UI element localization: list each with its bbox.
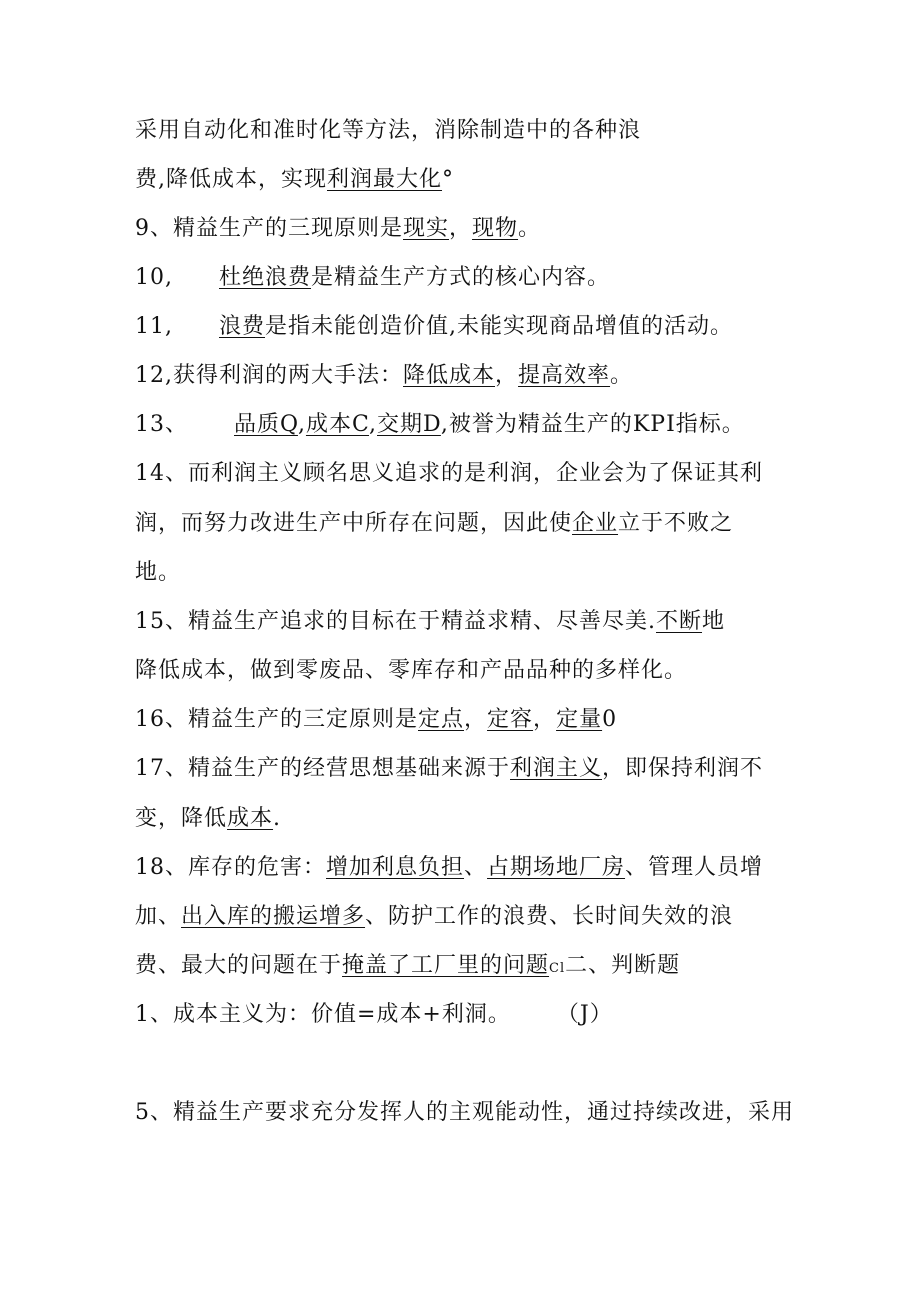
text-line-4 [135,263,610,293]
text-segment: 0 [602,707,618,732]
underlined-answer: 利润最大化 [327,167,443,192]
underlined-answer: 成本 [227,806,274,831]
text-line-8 [135,459,763,489]
text-segment: 费,降低成本，实现 [135,167,327,192]
text-line-20 [135,1098,794,1128]
text-segment: 地。 [135,560,182,585]
text-line-6 [135,361,633,391]
text-segment: （J） [556,1002,613,1027]
underlined-answer: 不断 [656,609,703,634]
text-segment: 、管理人员增 [625,855,764,880]
text-line-19 [135,1000,613,1030]
text-line-16 [135,853,763,883]
text-line-5 [135,312,733,342]
text-segment: ， [449,216,473,241]
text-segment: 17、精益生产的经营思想基础来源于 [135,756,510,781]
text-segment: 12,获得利润的两大手法： [135,363,403,388]
text-segment: 加、 [135,904,182,929]
text-line-11 [135,607,725,637]
text-segment: 降低成本，做到零废品、零库存和产品品种的多样化。 [135,658,688,683]
underlined-answer: 降低成本 [403,363,496,388]
text-segment: 。 [610,363,634,388]
text-line-1 [135,116,641,146]
text-segment: 13、 [135,412,188,437]
underlined-answer: 利润主义 [510,756,603,781]
text-segment: , [297,412,306,437]
text-line-17 [135,902,733,932]
text-segment: 、 [464,855,488,880]
text-line-3 [135,214,541,244]
underlined-answer: 企业 [572,511,619,536]
text-segment: ， [464,707,488,732]
text-line-7 [135,410,745,440]
text-segment: , [369,412,378,437]
underlined-answer: 成本C [305,412,370,437]
text-segment: 是指未能创造价值,未能实现商品增值的活动。 [265,314,734,339]
underlined-answer: 掩盖了工厂里的问题 [342,953,550,978]
text-segment: 变，降低 [135,806,228,831]
text-segment: 18、库存的危害： [135,855,326,880]
text-segment: ,被誉为精益生产的KPI指标。 [440,412,745,437]
text-segment: 10, [135,265,173,290]
text-line-2 [135,165,454,195]
underlined-answer: 现物 [472,216,519,241]
underlined-answer: 出入库的搬运增多 [181,904,366,929]
text-segment: 采用自动化和准时化等方法，消除制造中的各种浪 [135,118,642,143]
text-line-9 [135,509,733,539]
text-segment: ， [533,707,557,732]
text-segment: 11, [135,314,173,339]
underlined-answer: 定点 [418,707,465,732]
underlined-answer: 杜绝浪费 [219,265,312,290]
underlined-answer: 定容 [487,707,534,732]
text-segment: 。 [518,216,542,241]
underlined-answer: 定量 [556,707,603,732]
text-line-15 [135,804,281,834]
text-segment: 立于不败之 [618,511,734,536]
text-segment: 润，而努力改进生产中所存在问题，因此使 [135,511,573,536]
text-segment: 5、精益生产要求充分发挥人的主观能动性，通过持续改进，采用 [135,1100,794,1125]
text-segment: 9、精益生产的三现原则是 [135,216,403,241]
underlined-answer: 增加利息负担 [326,855,465,880]
text-segment: 15、精益生产追求的目标在于精益求精、尽善尽美. [135,609,656,634]
text-segment: 费、最大的问题在于 [135,953,343,978]
small-text: Cl [549,961,566,976]
text-segment: 、防护工作的浪费、长时间失效的浪 [365,904,734,929]
text-segment: ， [495,363,519,388]
text-segment: 14、而利润主义顾名思义追求的是利润，企业会为了保证其利 [135,461,763,486]
text-segment: 地 [702,609,726,634]
text-line-18 [135,951,680,984]
text-segment: ° [442,167,455,192]
text-line-14 [135,754,763,784]
text-segment: ，即保持利润不 [602,756,764,781]
underlined-answer: 浪费 [219,314,266,339]
text-line-10 [135,558,181,588]
underlined-answer: 现实 [403,216,450,241]
text-segment: . [273,806,282,831]
text-segment: 16、精益生产的三定原则是 [135,707,418,732]
underlined-answer: 交期D [377,412,441,437]
text-line-13 [135,705,617,735]
underlined-answer: 占期场地厂房 [487,855,626,880]
text-segment: 是精益生产方式的核心内容。 [311,265,611,290]
text-line-12 [135,656,687,686]
underlined-answer: 品质Q [234,412,298,437]
underlined-answer: 提高效率 [518,363,611,388]
text-segment: 二、判断题 [565,953,681,978]
text-segment: 1、成本主义为：价值=成本+利洞。 [135,1002,511,1027]
